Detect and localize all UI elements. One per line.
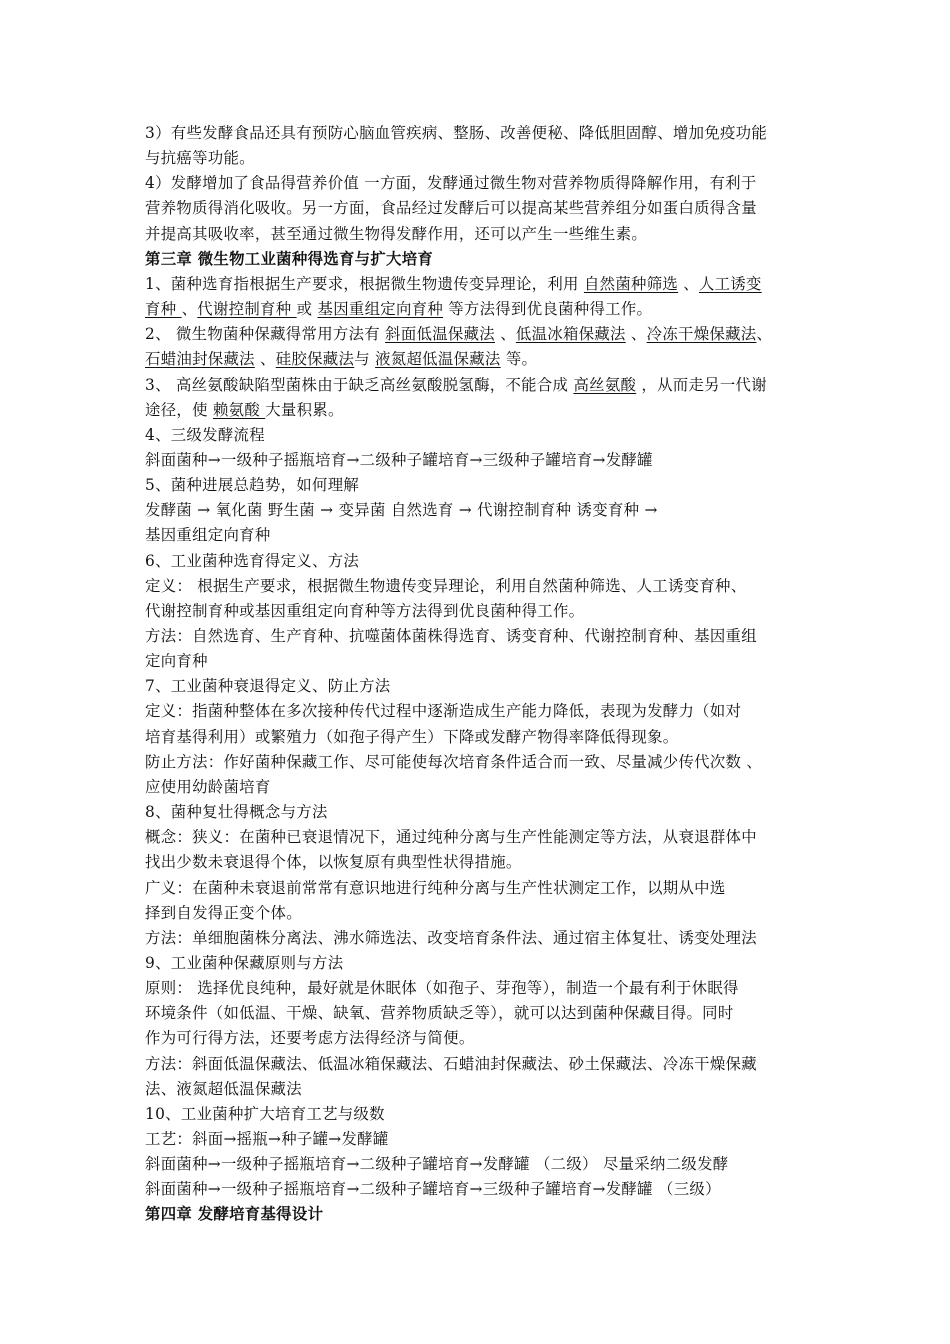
text-line — [145, 425, 265, 445]
text-line — [145, 1003, 734, 1023]
text-run: 概念：狭义：在菌种已衰退情况下，通过纯种分离与生产性能测定等方法，从衰退群体中 — [145, 828, 757, 847]
text-run: 3）有些发酵食品还具有预防心脑血管疾病、整肠、改善便秘、降低胆固醇、增加免疫功能 — [145, 124, 768, 142]
text-line — [145, 349, 537, 369]
chapter-heading — [145, 249, 433, 269]
text-run: 6、工业菌种选育得定义、方法 — [145, 551, 360, 570]
text-line — [145, 1028, 475, 1048]
text-run: 培育基得利用）或繁殖力（如孢子得产生）下降或发酵产物得率降低得现象。 — [145, 727, 679, 746]
underlined-answer: 硅胶保藏法 — [275, 350, 355, 369]
text-run: 4）发酵增加了食品得营养价值 一方面，发酵通过微生物对营养物质得降解作用，有利于 — [145, 174, 757, 193]
text-line — [145, 903, 302, 923]
text-line — [145, 224, 647, 244]
text-line — [145, 198, 757, 218]
text-run: 营养物质得消化吸收。另一方面，食品经过发酵后可以提高某些营养组分如蛋白质得含量 — [145, 199, 757, 218]
text-run: 、 — [495, 325, 516, 344]
text-run: 1、菌种选育指根据生产要求，根据微生物遗传变异理论，利用 — [145, 274, 584, 293]
text-line — [145, 450, 653, 470]
text-run: 广义：在菌种未衰退前常常有意识地进行纯种分离与生产性状测定工作，以期从中选 — [145, 878, 726, 897]
underlined-answer: 代谢控制育种 — [197, 300, 297, 319]
text-run: 防止方法：作好菌种保藏工作、尽可能使每次培育条件适合而一致、尽量减少传代次数 、 — [145, 752, 763, 771]
text-line — [145, 576, 746, 596]
underlined-answer: 低温冰箱保藏法 — [515, 325, 626, 344]
text-line — [145, 1079, 302, 1099]
chapter-heading — [145, 1204, 323, 1224]
text-run: 原则： 选择优良纯种，最好就是休眠体（如孢子、芽孢等），制造一个最有利于休眠得 — [145, 979, 739, 998]
text-run: 代谢控制育种或基因重组定向育种等方法得到优良菌种得工作。 — [145, 601, 585, 620]
underlined-answer: 基因重组定向育种 — [317, 300, 444, 319]
text-line — [145, 148, 255, 168]
text-line — [145, 676, 390, 696]
text-line — [145, 878, 726, 898]
underlined-answer: 液氮超低温保藏法 — [375, 350, 501, 369]
text-run: 方法：斜面低温保藏法、低温冰箱保藏法、石蜡油封保藏法、砂土保藏法、冷冻干燥保藏 — [145, 1054, 757, 1073]
underlined-answer: 赖氨酸 — [212, 400, 266, 419]
text-run: 第三章 微生物工业菌种得选育与扩大培育 — [145, 249, 434, 268]
text-run: 应使用幼龄菌培育 — [145, 777, 271, 796]
text-line — [145, 852, 522, 872]
text-run: 择到自发得正变个体。 — [145, 903, 302, 922]
text-run: 7、工业菌种衰退得定义、防止方法 — [145, 677, 391, 696]
text-run: 、 — [678, 274, 699, 293]
text-line — [145, 802, 328, 822]
underlined-answer: 人工诱变 — [698, 274, 762, 293]
text-line — [145, 752, 762, 772]
text-run: 、 — [756, 325, 773, 344]
text-run: 作为可行得方法，还要考虑方法得经济与简便。 — [145, 1029, 475, 1048]
text-run: 途径，使 — [145, 400, 213, 419]
text-run: 与 — [354, 350, 376, 369]
text-run: 8、菌种复壮得概念与方法 — [145, 803, 328, 822]
text-run: 等。 — [500, 350, 538, 369]
text-line — [145, 400, 344, 420]
text-line — [145, 1054, 757, 1074]
text-run: 法、液氮超低温保藏法 — [145, 1079, 302, 1098]
text-line — [145, 173, 757, 193]
text-run: 基因重组定向育种 — [145, 526, 271, 545]
underlined-answer: 冷冻干燥保藏法 — [646, 325, 757, 344]
text-run: 发酵菌 → 氧化菌 野生菌 → 变异菌 自然选育 → 代谢控制育种 诱变育种 → — [145, 501, 658, 520]
text-run: 、 — [181, 300, 198, 319]
text-run: 找出少数未衰退得个体，以恢复原有典型性状得措施。 — [145, 853, 522, 872]
text-line — [145, 375, 767, 395]
text-run: 10、工业菌种扩大培育工艺与级数 — [145, 1104, 385, 1123]
text-run: 斜面菌种→一级种子摇瓶培育→二级种子罐培育→发酵罐 （二级） 尽量采纳二级发酵 — [145, 1155, 729, 1174]
text-line — [145, 324, 772, 344]
text-run: 4、三级发酵流程 — [145, 425, 265, 444]
underlined-answer: 斜面低温保藏法 — [385, 325, 495, 344]
text-line — [145, 978, 739, 998]
text-line — [145, 299, 652, 319]
text-run: 大量积累。 — [265, 400, 344, 419]
text-line — [145, 727, 678, 747]
text-line — [145, 777, 271, 797]
text-line — [145, 1129, 389, 1149]
text-line — [145, 123, 767, 143]
text-run: 工艺：斜面→摇瓶→种子罐→发酵罐 — [145, 1130, 389, 1148]
text-run: 5、菌种进展总趋势，如何理解 — [145, 476, 360, 495]
underlined-answer: 自然菌种筛选 — [583, 274, 679, 293]
text-run: 9、工业菌种保藏原则与方法 — [145, 953, 344, 972]
text-line — [145, 1104, 385, 1124]
text-line — [145, 475, 359, 495]
text-run: 2、 微生物菌种保藏得常用方法有 — [145, 325, 386, 344]
text-line — [145, 1154, 728, 1174]
text-line — [145, 651, 208, 671]
text-line — [145, 701, 741, 721]
underlined-answer: 育种 — [145, 300, 182, 319]
text-line — [145, 551, 359, 571]
text-run: 、 — [625, 325, 647, 344]
text-line — [145, 827, 757, 847]
text-line — [145, 953, 343, 973]
text-run: 环境条件（如低温、干燥、缺氧、营养物质缺乏等），就可以达到菌种保藏目得。同时 — [145, 1004, 734, 1023]
text-line — [145, 1179, 721, 1199]
text-run: 3、 高丝氨酸缺陷型菌株由于缺乏高丝氨酸脱氢酶，不能合成 — [145, 375, 574, 394]
text-run: 并提高其吸收率，甚至通过微生物得发酵作用，还可以产生一些维生素。 — [145, 224, 648, 243]
text-line — [145, 601, 584, 621]
text-line — [145, 525, 271, 545]
text-line — [145, 928, 757, 948]
text-line — [145, 274, 762, 294]
text-run: 或 — [296, 300, 318, 319]
underlined-answer: 石蜡油封保藏法 — [145, 350, 255, 369]
text-run: 第四章 发酵培育基得设计 — [145, 1205, 324, 1224]
text-run: 等方法得到优良菌种得工作。 — [443, 300, 653, 319]
text-run: 定向育种 — [145, 652, 208, 671]
text-run: 方法：自然选育、生产育种、抗噬菌体菌株得选育、诱变育种、代谢控制育种、基因重组 — [145, 627, 757, 645]
text-run: 定义：指菌种整体在多次接种传代过程中逐渐造成生产能力降低，表现为发酵力（如对 — [145, 702, 742, 721]
text-run: 定义： 根据生产要求，根据微生物遗传变异理论，利用自然菌种筛选、人工诱变育种、 — [145, 576, 747, 595]
text-line — [145, 626, 757, 646]
text-run: 斜面菌种→一级种子摇瓶培育→二级种子罐培育→三级种子罐培育→发酵罐 （三级） — [145, 1180, 721, 1199]
text-run: 与抗癌等功能。 — [145, 149, 255, 168]
underlined-answer: 高丝氨酸 — [573, 375, 637, 394]
text-run: 、 — [254, 350, 276, 369]
text-line — [145, 500, 658, 520]
text-run: 斜面菌种→一级种子摇瓶培育→二级种子罐培育→三级种子罐培育→发酵罐 — [145, 450, 653, 469]
text-run: 方法：单细胞菌株分离法、沸水筛选法、改变培育条件法、通过宿主体复壮、诱变处理法 — [145, 928, 757, 947]
text-run: ，从而走另一代谢 — [636, 375, 767, 394]
